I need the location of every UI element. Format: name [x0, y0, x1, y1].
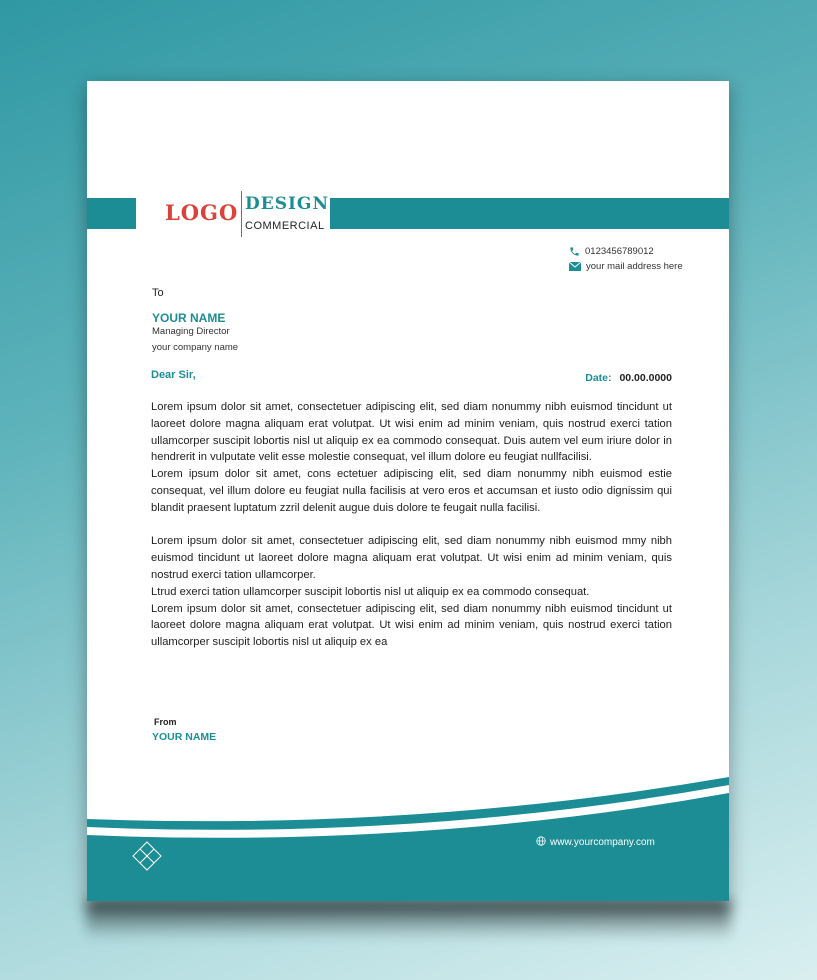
header-band-left — [87, 198, 136, 229]
salutation: Dear Sir, — [151, 369, 196, 381]
letter-body — [151, 399, 672, 651]
header-band-right — [330, 198, 729, 229]
contact-phone — [569, 246, 654, 257]
date-value: 00.00.0000 — [619, 372, 672, 384]
footer-website — [536, 836, 655, 849]
body-paragraph-3: Lorem ipsum dolor sit amet, consectetuer adipiscing elit, sed diam nonummy nibh euismod mmy nibh euismod tincidunt ut laoreet dolore magna aliquam erat volutpat. Ut wisi enim ad minim veniam, quis nostrud exerci tation ullamcorper. — [151, 535, 672, 581]
date-line — [585, 372, 672, 384]
date-label: Date: — [585, 372, 612, 384]
phone-icon — [569, 246, 580, 257]
brand-name: DESIGN — [245, 194, 329, 214]
globe-icon — [536, 836, 546, 849]
recipient-role: Managing Director — [152, 326, 230, 337]
phone-number: 0123456789012 — [585, 246, 654, 257]
sender-name: YOUR NAME — [152, 731, 217, 743]
recipient-company: your company name — [152, 342, 239, 353]
to-label: To — [152, 287, 164, 299]
website-url[interactable]: www.yourcompany.com — [550, 837, 655, 848]
recipient-name: YOUR NAME — [152, 311, 226, 325]
logo-text: LOGO — [165, 200, 239, 225]
from-label: From — [154, 717, 177, 727]
email-address: your mail address here — [586, 261, 683, 272]
page-shadow — [86, 900, 731, 940]
body-paragraph-2: Lorem ipsum dolor sit amet, cons ectetuer adipiscing elit, sed diam nonummy nibh euismod estie consequat, vel illum dolore eu feugiat nulla facilisis at vero eros et accumsan et iusto odio dignissim qui blandit praesent luptatum zzril delenit augue duis dolore te feugait nulla facilisi. — [151, 468, 672, 514]
body-paragraph-1: Lorem ipsum dolor sit amet, consectetuer adipiscing elit, sed diam nonummy nibh euismod tincidunt ut laoreet dolore magna aliquam erat volutpat. Ut wisi enim ad minim veniam, quis nostrud exerci tation ullamcorper suscipit lobortis nisl ut aliquip ex ea commodo consequat. Duis autem vel eum iriure dolor in hendrerit in vulputate velit esse molestie consequat, vel illum dolore eu feugiat nullfacilisi. — [151, 401, 672, 464]
body-paragraph-5: Lorem ipsum dolor sit amet, consectetuer adipiscing elit, sed diam nonummy nibh euismod tincidunt ut laoreet dolore magna aliquam erat volutpat. Ut wisi enim ad minim veniam, quis nostrud exerci tation ullamcorper suscipit lobortis nisl ut aliquip ex ea — [151, 602, 672, 649]
diamond-grid-icon — [132, 841, 162, 876]
contact-email — [569, 261, 683, 272]
letterhead-page — [87, 81, 729, 901]
brand-tagline: COMMERCIAL — [245, 220, 325, 232]
body-paragraph-4: Ltrud exerci tation ullamcorper suscipit lobortis nisl ut aliquip ex ea commodo consequat. — [151, 585, 590, 598]
logo-divider — [241, 191, 242, 237]
envelope-icon — [569, 262, 581, 271]
